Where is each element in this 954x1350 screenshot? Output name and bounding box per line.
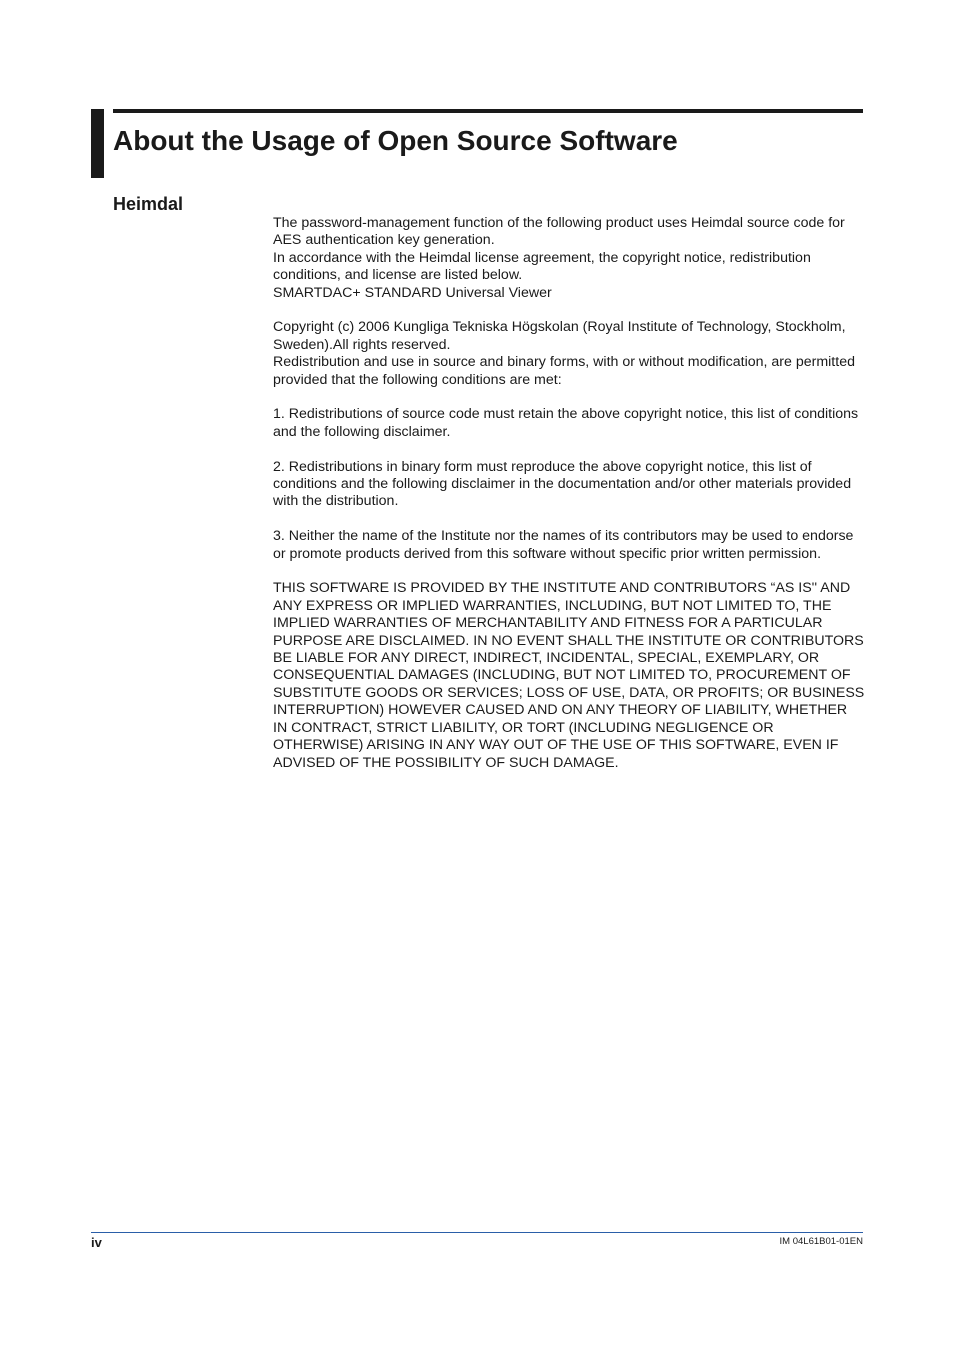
page-number: iv	[91, 1235, 102, 1250]
condition-item: 1. Redistributions of source code must retain the above copyright notice, this list of conditions and the following disclaimer.	[273, 406, 859, 440]
intro-paragraph: The password-management function of the following product uses Heimdal source code for AES authentication key generation.	[273, 215, 845, 249]
disclaimer-paragraph: THIS SOFTWARE IS PROVIDED BY THE INSTITUTE AND CONTRIBUTORS “AS IS'' AND ANY EXPRESS OR IMPLIED WARRANTIES, INCLUDING, BUT NOT LIMITED TO, THE IMPLIED WARRANTIES OF MERCHANTABILITY AND FITNESS FOR A PARTICULAR PURPOSE ARE DISCLAIMED. IN NO EVENT SHALL THE INSTITUTE OR CONTRIBUTORS BE LIABLE FOR ANY DIRECT, INDIRECT, INCIDENTAL, SPECIAL, EXEMPLARY, OR CONSEQUENTIAL DAMAGES (INCLUDING, BUT NOT LIMITED TO, PROCUREMENT OF SUBSTITUTE GOODS OR SERVICES; LOSS OF USE, DATA, OR PROFITS; OR BUSINESS INTERRUPTION) HOWEVER CAUSED AND ON ANY THEORY OF LIABILITY, WHETHER IN CONTRACT, STRICT LIABILITY, OR TORT (INCLUDING NEGLIGENCE OR OTHERWISE) ARISING IN ANY WAY OUT OF THE USE OF THIS SOFTWARE, EVEN IF ADVISED OF THE POSSIBILITY OF SUCH DAMAGE.	[273, 580, 865, 771]
redistribution-intro: Redistribution and use in source and binary forms, with or without modification, are permitted provided that the following conditions are met:	[273, 354, 855, 388]
condition-item: 3. Neither the name of the Institute nor the names of its contributors may be used to endorse or promote products derived from this software without specific prior written permission.	[273, 528, 854, 562]
copyright-notice: Copyright (c) 2006 Kungliga Tekniska Högskolan (Royal Institute of Technology, Stockholm, Sweden).All rights reserved.	[273, 319, 846, 353]
section-heading: Heimdal	[113, 194, 184, 214]
condition-item: 2. Redistributions in binary form must reproduce the above copyright notice, this list of conditions and the following disclaimer in the documentation and/or other materials provided with the distribution.	[273, 458, 852, 510]
page-title: About the Usage of Open Source Software	[113, 125, 678, 156]
footer-rule	[91, 1232, 863, 1233]
document-id: IM 04L61B01-01EN	[779, 1236, 863, 1247]
product-name: SMARTDAC+ STANDARD Universal Viewer	[273, 284, 552, 301]
title-block	[91, 109, 863, 178]
title-top-rule	[113, 109, 863, 113]
title-side-bar	[91, 109, 104, 178]
section-body	[273, 215, 865, 772]
intro-paragraph: In accordance with the Heimdal license agreement, the copyright notice, redistribution conditions, and license are listed below.	[273, 249, 811, 284]
